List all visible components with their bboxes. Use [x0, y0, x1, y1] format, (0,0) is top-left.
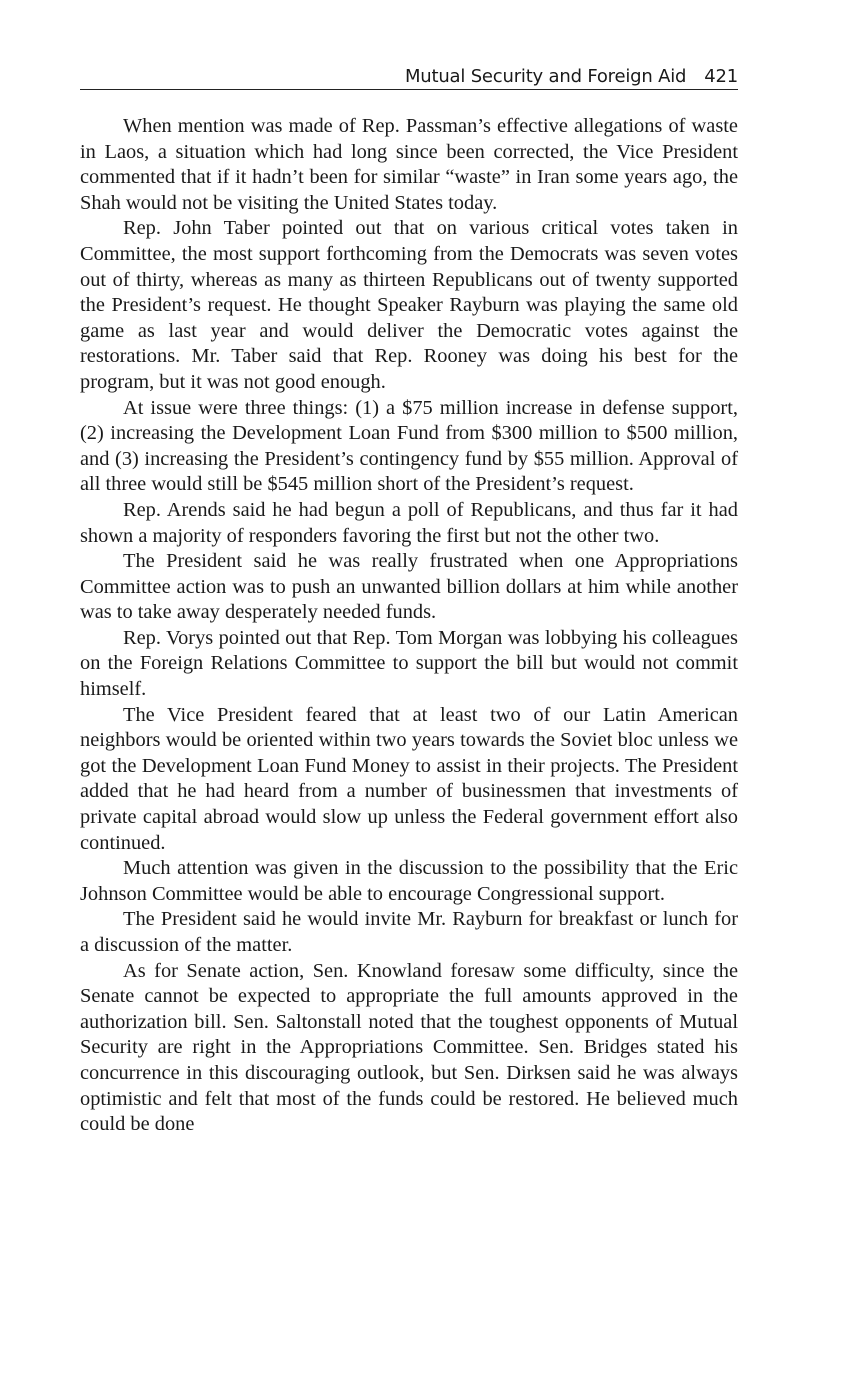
- running-header: [80, 58, 738, 90]
- running-title: Mutual Security and Foreign Aid: [404, 66, 687, 87]
- paragraph: Rep. Arends said he had begun a poll of Republicans, and thus far it had shown a majority of responders favoring the first but not the other two.: [80, 498, 738, 547]
- paragraph: At issue were three things: (1) a $75 million increase in defense support, (2) increasing the Development Loan Fund from $300 million to $500 million, and (3) increasing the President’s contingency fund by $55 million. Approval of all three would still be $545 million short of the President’s request.: [80, 396, 738, 496]
- paragraph: Rep. Vorys pointed out that Rep. Tom Morgan was lobbying his colleagues on the Foreign Relations Committee to support the bill but would not commit himself.: [80, 626, 738, 701]
- body-text: [80, 114, 738, 1138]
- paragraph: When mention was made of Rep. Passman’s effective allegations of waste in Laos, a situation which had long since been corrected, the Vice President commented that if it hadn’t been for similar “waste” in Iran some years ago, the Shah would not be visiting the United States today.: [80, 115, 738, 214]
- paragraph: The Vice President feared that at least two of our Latin American neighbors would be oriented within two years towards the Soviet bloc unless we got the Development Loan Fund Money to assist in their projects. The President added that he had heard from a number of businessmen that investments of private capital abroad would slow up unless the Federal government effort also continued.: [80, 703, 738, 854]
- page-number: 421: [704, 66, 738, 87]
- paragraph: Much attention was given in the discussion to the possibility that the Eric Johnson Committee would be able to encourage Congressional support.: [80, 857, 738, 905]
- paragraph: The President said he was really frustrated when one Appropriations Committee action was to push an unwanted billion dollars at him while another was to take away desperately needed funds.: [80, 550, 738, 624]
- paragraph: The President said he would invite Mr. Rayburn for breakfast or lunch for a discussion of the matter.: [80, 908, 738, 956]
- paragraph: Rep. John Taber pointed out that on various critical votes taken in Committee, the most support forthcoming from the Democrats was seven votes out of thirty, whereas as many as thirteen Republicans out of twenty supported the President’s request. He thought Speaker Rayburn was playing the same old game as last year and would deliver the Democratic votes against the restorations. Mr. Taber said that Rep. Rooney was doing his best for the program, but it was not good enough.: [80, 217, 738, 393]
- paragraph: As for Senate action, Sen. Knowland foresaw some difficulty, since the Senate cannot be expected to appropriate the full amounts approved in the authorization bill. Sen. Saltonstall noted that the toughest opponents of Mutual Security are right in the Appropriations Committee. Sen. Bridges stated his concurrence in this discouraging outlook, but Sen. Dirksen said he was always optimistic and felt that most of the funds could be restored. He believed much could be done: [80, 959, 738, 1136]
